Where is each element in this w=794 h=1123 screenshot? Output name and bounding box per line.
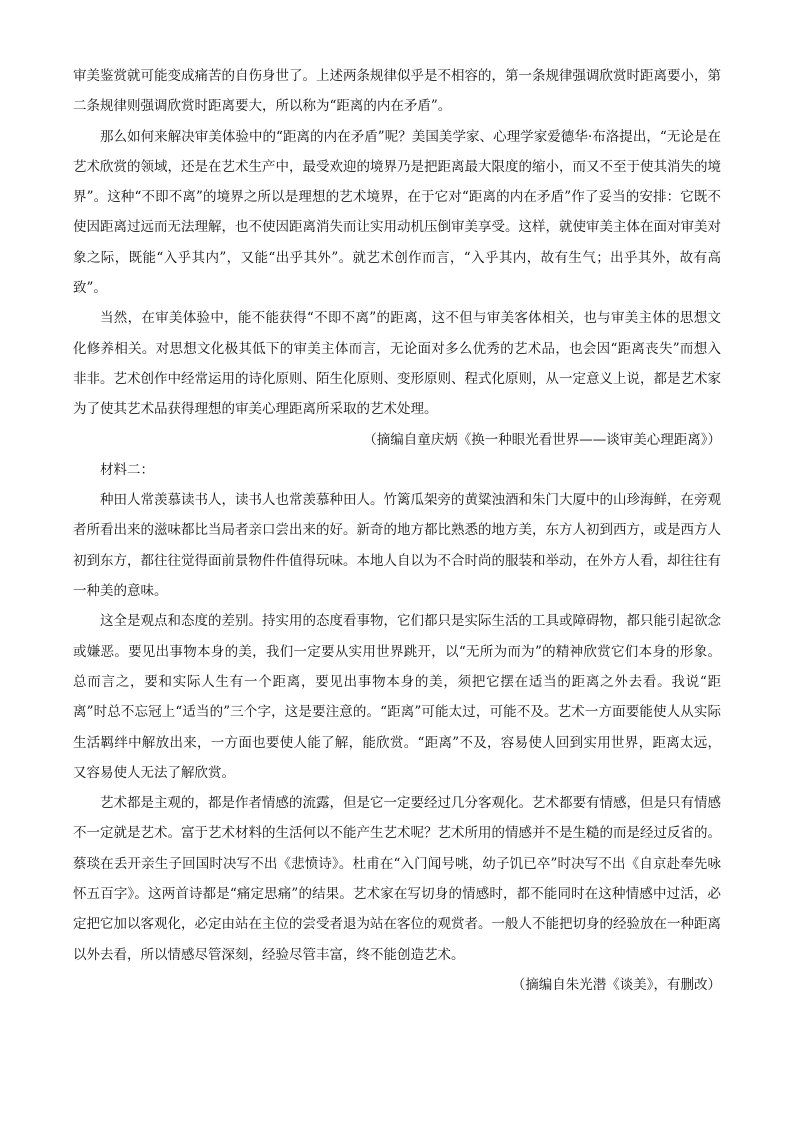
material-2-heading: 材料二： [100, 461, 154, 478]
paragraph-bullough: 那么如何来解决审美体验中的“距离的内在矛盾”呢？美国美学家、心理学家爱德华·布洛提出，“无论是在艺术欣赏的领域，还是在艺术生产中，最受欢迎的境界乃是把距离最大限度的缩小，而又不至于使其消失的境界”。这种“不即不离”的境界之所以是理想的艺术境界，在于它对“距离的内在矛盾”作了妥当的安排：它既不使因距离过远而无法理解，也不使因距离消失而让实用动机压倒审美享受。这样，就使审美主体在面对审美对象之际，既能“入乎其内”，又能“出乎其外”。就艺术创作而言，“入乎其内，故有生气；出乎其外，故有高致”。 [73, 128, 721, 297]
paragraph-farmers-scholars: 种田人常羡慕读书人，读书人也常羡慕种田人。竹篱瓜架旁的黄粱浊酒和朱门大厦中的山珍海鲜，在旁观者所看出来的滋味都比当局者亲口尝出来的好。新奇的地方都比熟悉的地方美，东方人初到西方，或是西方人初到东方，都往往觉得面前景物件件值得玩味。本地人自以为不合时尚的服装和举动，在外方人看，却往往有一种美的意味。 [73, 492, 721, 600]
source-citation-1: （摘编自童庆炳《换一种眼光看世界——谈审美心理距离》） [363, 431, 721, 448]
paragraph-emotion: 艺术都是主观的，都是作者情感的流露，但是它一定要经过几分客观化。艺术都要有情感，但是只有情感不一定就是艺术。富于艺术材料的生活何以不能产生艺术呢？艺术所用的情感并不是生糙的而是经过反省的。蔡琰在丢开亲生子回国时决写不出《悲愤诗》。杜甫在“入门闻号咷，幼子饥已卒”时决写不出《自京赴奉先咏怀五百字》。这两首诗都是“痛定思痛”的结果。艺术家在写切身的情感时，都不能同时在这种情感中过活，必定把它加以客观化，必定由站在主位的尝受者退为站在客位的观赏者。一般人不能把切身的经验放在一种距离以外去看，所以情感尽管深刻，经验尽管丰富，终不能创造艺术。 [73, 795, 721, 963]
document-page [73, 61, 721, 1000]
source-citation-2: （摘编自朱光潜《谈美》，有删改） [511, 976, 721, 993]
paragraph-continuation: 审美鉴赏就可能变成痛苦的自伤身世了。上述两条规律似乎是不相容的，第一条规律强调欣赏时距离要小，第二条规律则强调欣赏时距离要大，所以称为“距离的内在矛盾”。 [73, 68, 721, 115]
paragraph-attitude: 这全是观点和态度的差别。持实用的态度看事物，它们都只是实际生活的工具或障碍物，都只能引起欲念或嫌恶。要见出事物本身的美，我们一定要从实用世界跳开，以“无所为而为”的精神欣赏它们本身的形象。总而言之，要和实际人生有一个距离，要见出事物本身的美，须把它摆在适当的距离之外去看。我说“距离”时总不忘冠上“适当的”三个字，这是要注意的。“距离”可能太过，可能不及。艺术一方面要能使人从实际生活羁绊中解放出来，一方面也要使人能了解，能欣赏。“距离”不及，容易使人回到实用世界，距离太远，又容易使人无法了解欣赏。 [73, 613, 721, 781]
paragraph-cultivation: 当然，在审美体验中，能不能获得“不即不离”的距离，这不但与审美客体相关，也与审美主体的思想文化修养相关。对思想文化极其低下的审美主体而言，无论面对多么优秀的艺术品，也会因“距离丧失”而想入非非。艺术创作中经常运用的诗化原则、陌生化原则、变形原则、程式化原则，从一定意义上说，都是艺术家为了使其艺术品获得理想的审美心理距离所采取的艺术处理。 [73, 310, 721, 418]
